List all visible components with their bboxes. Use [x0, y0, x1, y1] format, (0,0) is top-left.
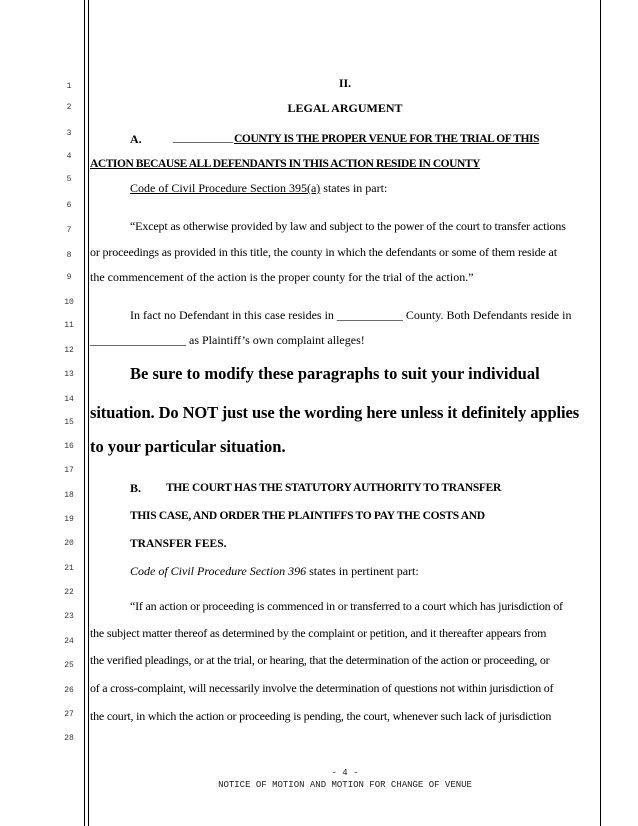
line-number: 20 — [64, 539, 74, 548]
line-number: 27 — [64, 710, 74, 719]
ccp-395-intro-text: states in part: — [320, 181, 388, 195]
line-number: 3 — [66, 129, 72, 138]
ccp-396-quote-line4: of a cross-complaint, will necessarily involve the determination of questions not within jurisdiction of — [90, 681, 554, 695]
line-number: 12 — [64, 346, 74, 355]
ccp-396-citation: Code of Civil Procedure Section 396 — [130, 564, 307, 578]
line-number: 26 — [64, 686, 74, 695]
line-number: 4 — [66, 152, 72, 161]
line-number: 15 — [64, 418, 74, 427]
point-b-letter: B. — [130, 481, 142, 495]
right-margin-rule — [600, 0, 601, 826]
point-b-heading-line3: TRANSFER FEES. — [130, 538, 227, 550]
line-number: 11 — [64, 321, 74, 330]
line-number: 24 — [64, 637, 74, 646]
page-number: - 4 - — [331, 768, 359, 778]
point-a-heading-line1: COUNTY IS THE PROPER VENUE FOR THE TRIAL OF THIS — [234, 133, 540, 145]
line-number: 18 — [64, 491, 74, 500]
ccp-396-quote-line1: “If an action or proceeding is commenced in or transferred to a court which has jurisdiction of — [130, 599, 563, 613]
line-number: 17 — [64, 466, 74, 475]
ccp-396-intro-text: states in pertinent part: — [306, 564, 419, 578]
line-number: 2 — [66, 103, 72, 112]
line-number: 21 — [64, 564, 74, 573]
ccp-396-intro — [130, 564, 419, 578]
line-number: 5 — [66, 175, 72, 184]
line-number: 23 — [64, 612, 74, 621]
line-number: 28 — [64, 734, 74, 743]
fact-line1: In fact no Defendant in this case resides in ___________ County. Both Defendants reside in — [130, 308, 572, 322]
fact-line2: ________________ as Plaintiff’s own complaint alleges! — [90, 333, 365, 347]
line-number: 8 — [66, 251, 72, 260]
section-title: LEGAL ARGUMENT — [287, 101, 403, 115]
line-number: 14 — [64, 395, 74, 404]
point-b-heading-line1: THE COURT HAS THE STATUTORY AUTHORITY TO TRANSFER — [166, 482, 502, 494]
line-number: 19 — [64, 515, 74, 524]
line-number: 9 — [66, 273, 72, 282]
ccp-395-quote-line3: the commencement of the action is the proper county for the trial of the action.” — [90, 270, 474, 284]
left-margin-rule-inner — [88, 0, 89, 826]
note-line3: to your particular situation. — [90, 437, 286, 456]
ccp-395-intro — [130, 181, 387, 195]
point-a-heading-line2: ACTION BECAUSE ALL DEFENDANTS IN THIS ACTION RESIDE IN COUNTY — [90, 158, 480, 170]
ccp-395-quote-line1: “Except as otherwise provided by law and subject to the power of the court to transfer actions — [130, 219, 566, 233]
line-number: 22 — [64, 588, 74, 597]
note-line2: situation. Do NOT just use the wording here unless it definitely applies — [90, 403, 580, 422]
left-margin-rule — [84, 0, 85, 826]
ccp-396-quote-line5: the court, in which the action or proceeding is pending, the court, whenever such lack of jurisdiction — [90, 709, 552, 723]
line-number: 1 — [66, 82, 72, 91]
line-number: 16 — [64, 442, 74, 451]
note-line1: Be sure to modify these paragraphs to suit your individual — [130, 364, 540, 383]
ccp-395-quote-line2: or proceedings as provided in this title, the county in which the defendants or some of them reside at — [90, 245, 557, 259]
section-number: II. — [338, 76, 352, 90]
ccp-396-quote-line2: the subject matter thereof as determined by the complaint or petition, and it thereafter appears from — [90, 626, 547, 640]
ccp-395-citation: Code of Civil Procedure Section 395(a) — [130, 181, 321, 195]
point-a-blank: __________ — [173, 130, 233, 144]
line-number: 6 — [66, 201, 72, 210]
line-number: 10 — [64, 298, 74, 307]
footer-title: NOTICE OF MOTION AND MOTION FOR CHANGE OF VENUE — [218, 780, 472, 790]
ccp-396-quote-line3: the verified pleadings, or at the trial, or hearing, that the determination of the action or proceeding, or — [90, 653, 550, 667]
point-a-letter: A. — [130, 132, 142, 146]
line-number: 25 — [64, 661, 74, 670]
line-number: 13 — [64, 370, 74, 379]
line-number: 7 — [66, 226, 72, 235]
point-b-heading-line2: THIS CASE, AND ORDER THE PLAINTIFFS TO PAY THE COSTS AND — [130, 510, 485, 522]
